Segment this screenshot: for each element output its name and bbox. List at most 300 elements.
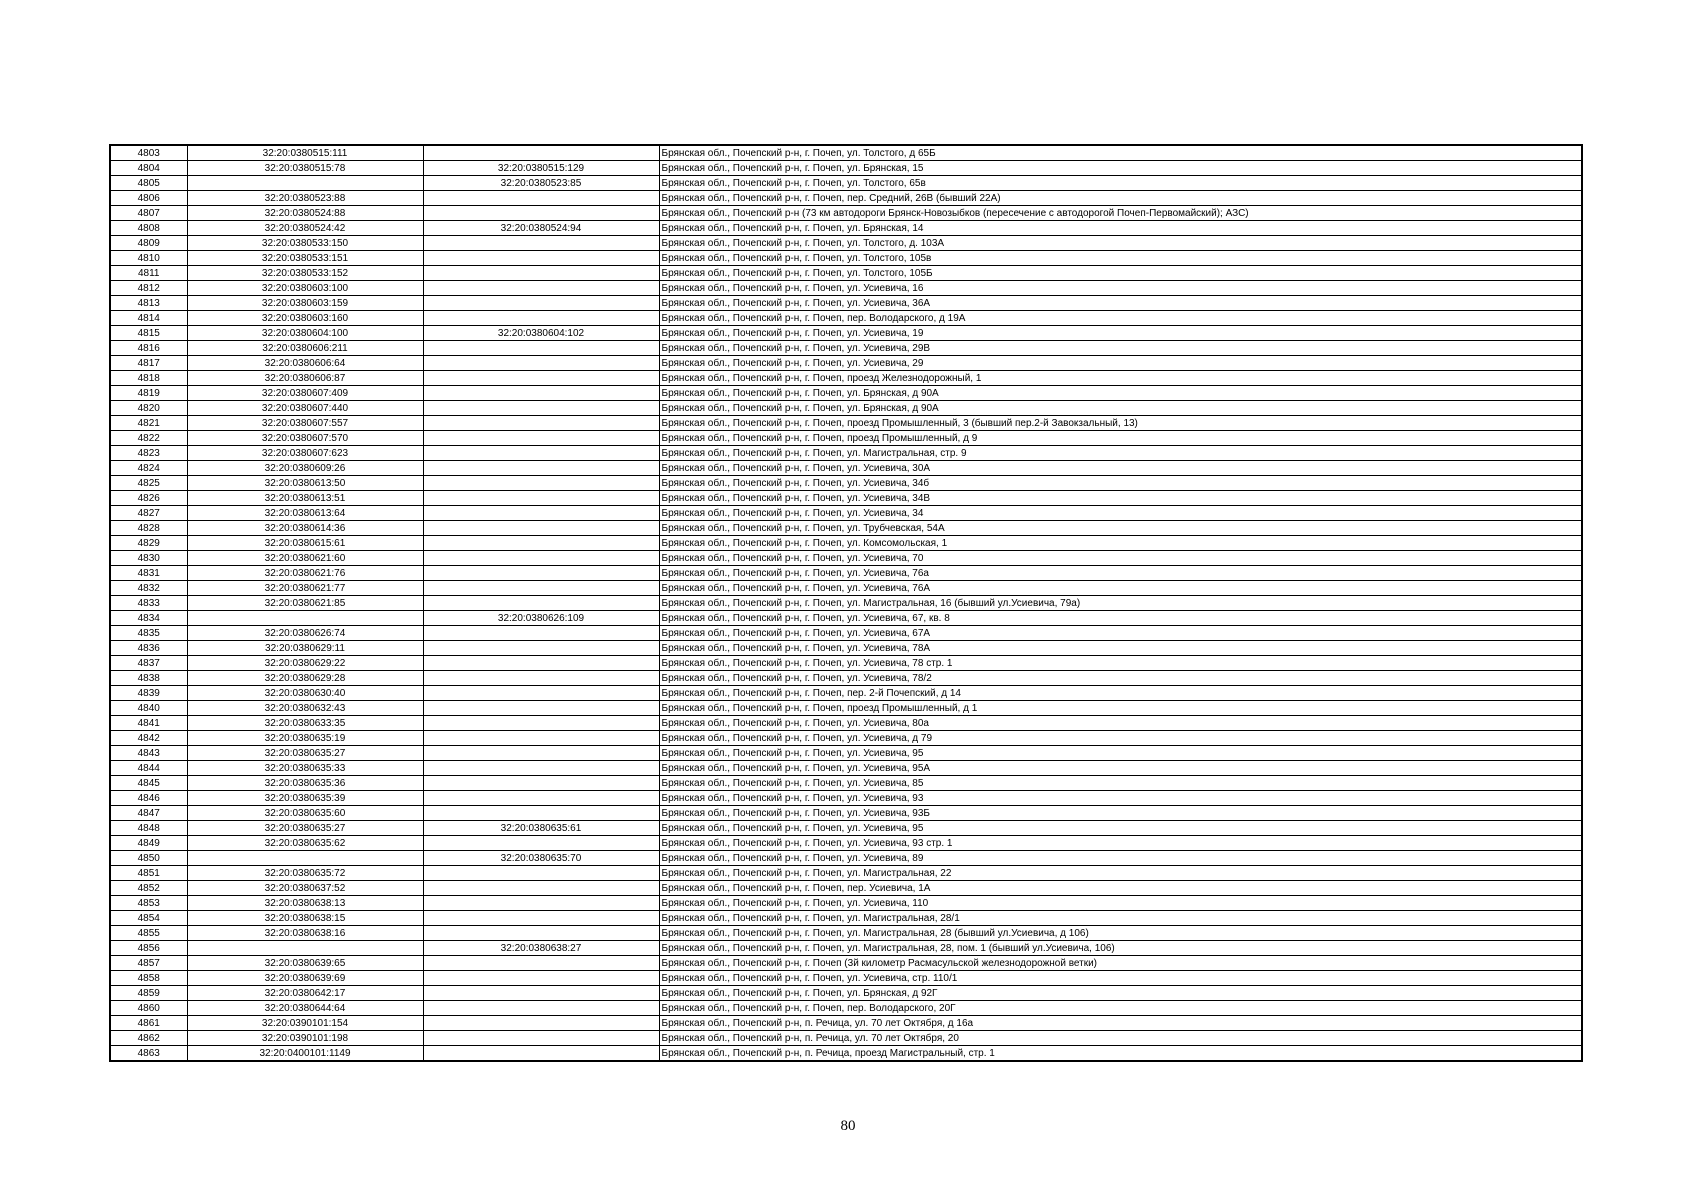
cadastral-number-cell: 32:20:0380629:11 bbox=[187, 641, 423, 656]
cadastral-number-cell: 32:20:0380630:40 bbox=[187, 686, 423, 701]
table-row bbox=[110, 371, 1582, 386]
new-cadastral-number-cell: 32:20:0380515:129 bbox=[423, 161, 659, 176]
table-row bbox=[110, 896, 1582, 911]
new-cadastral-number-cell bbox=[423, 341, 659, 356]
table-row bbox=[110, 911, 1582, 926]
table-row bbox=[110, 236, 1582, 251]
address-cell: Брянская обл., Почепский р-н, г. Почеп, ул. Толстого, д. 103А bbox=[659, 236, 1582, 251]
new-cadastral-number-cell bbox=[423, 671, 659, 686]
table-row bbox=[110, 251, 1582, 266]
address-cell: Брянская обл., Почепский р-н, г. Почеп, ул. Комсомольская, 1 bbox=[659, 536, 1582, 551]
table-row bbox=[110, 596, 1582, 611]
cadastral-number-cell: 32:20:0380607:570 bbox=[187, 431, 423, 446]
table-row bbox=[110, 326, 1582, 341]
new-cadastral-number-cell bbox=[423, 791, 659, 806]
new-cadastral-number-cell bbox=[423, 236, 659, 251]
table-row bbox=[110, 941, 1582, 956]
table-row bbox=[110, 641, 1582, 656]
table-row bbox=[110, 1016, 1582, 1031]
new-cadastral-number-cell bbox=[423, 956, 659, 971]
table-row bbox=[110, 566, 1582, 581]
address-cell: Брянская обл., Почепский р-н, г. Почеп, ул. Усиевича, 89 bbox=[659, 851, 1582, 866]
new-cadastral-number-cell bbox=[423, 731, 659, 746]
address-cell: Брянская обл., Почепский р-н, г. Почеп, пер. Володарского, д 19А bbox=[659, 311, 1582, 326]
cadastral-number-cell: 32:20:0380635:19 bbox=[187, 731, 423, 746]
cadastral-number-cell: 32:20:0380626:74 bbox=[187, 626, 423, 641]
table-row bbox=[110, 671, 1582, 686]
address-cell: Брянская обл., Почепский р-н, г. Почеп, ул. Толстого, 105в bbox=[659, 251, 1582, 266]
new-cadastral-number-cell bbox=[423, 371, 659, 386]
row-number-cell: 4861 bbox=[110, 1016, 187, 1031]
row-number-cell: 4836 bbox=[110, 641, 187, 656]
table-row bbox=[110, 221, 1582, 236]
row-number-cell: 4818 bbox=[110, 371, 187, 386]
row-number-cell: 4841 bbox=[110, 716, 187, 731]
new-cadastral-number-cell bbox=[423, 746, 659, 761]
row-number-cell: 4821 bbox=[110, 416, 187, 431]
address-cell: Брянская обл., Почепский р-н, г. Почеп, ул. Усиевича, 93 стр. 1 bbox=[659, 836, 1582, 851]
row-number-cell: 4811 bbox=[110, 266, 187, 281]
table-row bbox=[110, 521, 1582, 536]
row-number-cell: 4852 bbox=[110, 881, 187, 896]
row-number-cell: 4850 bbox=[110, 851, 187, 866]
row-number-cell: 4843 bbox=[110, 746, 187, 761]
row-number-cell: 4849 bbox=[110, 836, 187, 851]
address-cell: Брянская обл., Почепский р-н, г. Почеп, ул. Усиевича, 80а bbox=[659, 716, 1582, 731]
address-cell: Брянская обл., Почепский р-н (73 км автодороги Брянск-Новозыбков (пересечение с автодорогой Почеп-Первомайский); АЗС) bbox=[659, 206, 1582, 221]
cadastral-number-cell: 32:20:0380607:409 bbox=[187, 386, 423, 401]
cadastral-number-cell: 32:20:0380629:22 bbox=[187, 656, 423, 671]
cadastral-number-cell: 32:20:0380639:69 bbox=[187, 971, 423, 986]
cadastral-number-cell: 32:20:0380642:17 bbox=[187, 986, 423, 1001]
table-row bbox=[110, 476, 1582, 491]
row-number-cell: 4823 bbox=[110, 446, 187, 461]
cadastral-number-cell: 32:20:0380613:51 bbox=[187, 491, 423, 506]
row-number-cell: 4817 bbox=[110, 356, 187, 371]
row-number-cell: 4845 bbox=[110, 776, 187, 791]
address-cell: Брянская обл., Почепский р-н, г. Почеп, пер. Средний, 26В (бывший 22А) bbox=[659, 191, 1582, 206]
table-row bbox=[110, 731, 1582, 746]
row-number-cell: 4835 bbox=[110, 626, 187, 641]
row-number-cell: 4833 bbox=[110, 596, 187, 611]
new-cadastral-number-cell bbox=[423, 761, 659, 776]
cadastral-number-cell: 32:20:0380639:65 bbox=[187, 956, 423, 971]
new-cadastral-number-cell bbox=[423, 896, 659, 911]
address-cell: Брянская обл., Почепский р-н, г. Почеп (3й километр Расмасульской железнодорожной ветки) bbox=[659, 956, 1582, 971]
row-number-cell: 4809 bbox=[110, 236, 187, 251]
address-cell: Брянская обл., Почепский р-н, г. Почеп, ул. Магистральная, стр. 9 bbox=[659, 446, 1582, 461]
new-cadastral-number-cell bbox=[423, 986, 659, 1001]
table-row bbox=[110, 1001, 1582, 1016]
table-row bbox=[110, 461, 1582, 476]
address-cell: Брянская обл., Почепский р-н, г. Почеп, ул. Магистральная, 22 bbox=[659, 866, 1582, 881]
row-number-cell: 4814 bbox=[110, 311, 187, 326]
address-cell: Брянская обл., Почепский р-н, г. Почеп, ул. Магистральная, 28/1 bbox=[659, 911, 1582, 926]
address-cell: Брянская обл., Почепский р-н, г. Почеп, ул. Магистральная, 28, пом. 1 (бывший ул.Усиевича, 106) bbox=[659, 941, 1582, 956]
table-row bbox=[110, 776, 1582, 791]
address-cell: Брянская обл., Почепский р-н, г. Почеп, ул. Брянская, 14 bbox=[659, 221, 1582, 236]
cadastral-number-cell: 32:20:0380614:36 bbox=[187, 521, 423, 536]
new-cadastral-number-cell: 32:20:0380635:61 bbox=[423, 821, 659, 836]
cadastral-number-cell: 32:20:0380635:27 bbox=[187, 821, 423, 836]
row-number-cell: 4831 bbox=[110, 566, 187, 581]
new-cadastral-number-cell bbox=[423, 836, 659, 851]
row-number-cell: 4815 bbox=[110, 326, 187, 341]
cadastral-number-cell: 32:20:0380635:72 bbox=[187, 866, 423, 881]
row-number-cell: 4819 bbox=[110, 386, 187, 401]
row-number-cell: 4813 bbox=[110, 296, 187, 311]
address-cell: Брянская обл., Почепский р-н, г. Почеп, ул. Брянская, д 92Г bbox=[659, 986, 1582, 1001]
new-cadastral-number-cell bbox=[423, 686, 659, 701]
address-cell: Брянская обл., Почепский р-н, г. Почеп, ул. Усиевича, 76А bbox=[659, 581, 1582, 596]
row-number-cell: 4807 bbox=[110, 206, 187, 221]
row-number-cell: 4805 bbox=[110, 176, 187, 191]
cadastral-number-cell bbox=[187, 941, 423, 956]
new-cadastral-number-cell bbox=[423, 881, 659, 896]
table-row bbox=[110, 401, 1582, 416]
address-cell: Брянская обл., Почепский р-н, г. Почеп, ул. Усиевича, стр. 110/1 bbox=[659, 971, 1582, 986]
address-cell: Брянская обл., Почепский р-н, г. Почеп, ул. Усиевича, 29 bbox=[659, 356, 1582, 371]
row-number-cell: 4840 bbox=[110, 701, 187, 716]
address-cell: Брянская обл., Почепский р-н, г. Почеп, ул. Толстого, 65в bbox=[659, 176, 1582, 191]
address-cell: Брянская обл., Почепский р-н, г. Почеп, проезд Железнодорожный, 1 bbox=[659, 371, 1582, 386]
new-cadastral-number-cell bbox=[423, 386, 659, 401]
address-cell: Брянская обл., Почепский р-н, г. Почеп, проезд Промышленный, д 1 bbox=[659, 701, 1582, 716]
new-cadastral-number-cell bbox=[423, 431, 659, 446]
address-cell: Брянская обл., Почепский р-н, г. Почеп, ул. Усиевича, 70 bbox=[659, 551, 1582, 566]
row-number-cell: 4834 bbox=[110, 611, 187, 626]
address-cell: Брянская обл., Почепский р-н, г. Почеп, ул. Усиевича, 29В bbox=[659, 341, 1582, 356]
new-cadastral-number-cell bbox=[423, 566, 659, 581]
address-cell: Брянская обл., Почепский р-н, г. Почеп, проезд Промышленный, д 9 bbox=[659, 431, 1582, 446]
new-cadastral-number-cell bbox=[423, 971, 659, 986]
new-cadastral-number-cell bbox=[423, 296, 659, 311]
new-cadastral-number-cell bbox=[423, 626, 659, 641]
cadastral-number-cell: 32:20:0380607:440 bbox=[187, 401, 423, 416]
table-row bbox=[110, 145, 1582, 161]
table-row bbox=[110, 206, 1582, 221]
address-cell: Брянская обл., Почепский р-н, г. Почеп, проезд Промышленный, 3 (бывший пер.2-й Завокзальный, 13) bbox=[659, 416, 1582, 431]
address-cell: Брянская обл., Почепский р-н, г. Почеп, пер. 2-й Почепский, д 14 bbox=[659, 686, 1582, 701]
new-cadastral-number-cell bbox=[423, 491, 659, 506]
table-row bbox=[110, 1031, 1582, 1046]
row-number-cell: 4858 bbox=[110, 971, 187, 986]
table-row bbox=[110, 761, 1582, 776]
table-row bbox=[110, 341, 1582, 356]
row-number-cell: 4837 bbox=[110, 656, 187, 671]
row-number-cell: 4830 bbox=[110, 551, 187, 566]
cadastral-number-cell: 32:20:0380613:64 bbox=[187, 506, 423, 521]
cadastral-number-cell: 32:20:0380515:78 bbox=[187, 161, 423, 176]
new-cadastral-number-cell bbox=[423, 191, 659, 206]
table-row bbox=[110, 881, 1582, 896]
new-cadastral-number-cell: 32:20:0380635:70 bbox=[423, 851, 659, 866]
cadastral-number-cell: 32:20:0380635:33 bbox=[187, 761, 423, 776]
row-number-cell: 4862 bbox=[110, 1031, 187, 1046]
new-cadastral-number-cell bbox=[423, 311, 659, 326]
address-cell: Брянская обл., Почепский р-н, г. Почеп, ул. Усиевича, 78/2 bbox=[659, 671, 1582, 686]
cadastral-number-cell: 32:20:0380603:159 bbox=[187, 296, 423, 311]
new-cadastral-number-cell: 32:20:0380523:85 bbox=[423, 176, 659, 191]
row-number-cell: 4803 bbox=[110, 145, 187, 161]
cadastral-number-cell: 32:20:0380533:152 bbox=[187, 266, 423, 281]
new-cadastral-number-cell bbox=[423, 776, 659, 791]
cadastral-number-cell: 32:20:0380635:27 bbox=[187, 746, 423, 761]
cadastral-number-cell: 32:20:0380607:557 bbox=[187, 416, 423, 431]
table-row bbox=[110, 611, 1582, 626]
row-number-cell: 4804 bbox=[110, 161, 187, 176]
cadastral-number-cell: 32:20:0380524:88 bbox=[187, 206, 423, 221]
address-cell: Брянская обл., Почепский р-н, г. Почеп, ул. Толстого, 105Б bbox=[659, 266, 1582, 281]
new-cadastral-number-cell bbox=[423, 926, 659, 941]
table-row bbox=[110, 491, 1582, 506]
cadastral-number-cell: 32:20:0380638:15 bbox=[187, 911, 423, 926]
table-row bbox=[110, 356, 1582, 371]
row-number-cell: 4842 bbox=[110, 731, 187, 746]
cadastral-number-cell: 32:20:0380607:623 bbox=[187, 446, 423, 461]
cadastral-number-cell: 32:20:0380615:61 bbox=[187, 536, 423, 551]
cadastral-number-cell: 32:20:0380638:16 bbox=[187, 926, 423, 941]
row-number-cell: 4846 bbox=[110, 791, 187, 806]
cadastral-number-cell: 32:20:0380609:26 bbox=[187, 461, 423, 476]
table-row bbox=[110, 926, 1582, 941]
cadastral-number-cell: 32:20:0380533:151 bbox=[187, 251, 423, 266]
row-number-cell: 4853 bbox=[110, 896, 187, 911]
address-cell: Брянская обл., Почепский р-н, г. Почеп, ул. Брянская, д 90А bbox=[659, 401, 1582, 416]
table-row bbox=[110, 956, 1582, 971]
table-row bbox=[110, 656, 1582, 671]
new-cadastral-number-cell bbox=[423, 461, 659, 476]
new-cadastral-number-cell bbox=[423, 581, 659, 596]
table-row bbox=[110, 176, 1582, 191]
table-row bbox=[110, 791, 1582, 806]
new-cadastral-number-cell bbox=[423, 596, 659, 611]
address-cell: Брянская обл., Почепский р-н, г. Почеп, ул. Усиевича, 110 bbox=[659, 896, 1582, 911]
table-row bbox=[110, 716, 1582, 731]
row-number-cell: 4859 bbox=[110, 986, 187, 1001]
address-cell: Брянская обл., Почепский р-н, п. Речица, проезд Магистральный, стр. 1 bbox=[659, 1046, 1582, 1062]
cadastral-number-cell: 32:20:0380523:88 bbox=[187, 191, 423, 206]
cadastral-number-cell: 32:20:0380629:28 bbox=[187, 671, 423, 686]
table-row bbox=[110, 416, 1582, 431]
cadastral-number-cell: 32:20:0380644:64 bbox=[187, 1001, 423, 1016]
address-cell: Брянская обл., Почепский р-н, п. Речица, ул. 70 лет Октября, 20 bbox=[659, 1031, 1582, 1046]
row-number-cell: 4816 bbox=[110, 341, 187, 356]
address-cell: Брянская обл., Почепский р-н, г. Почеп, ул. Усиевича, 19 bbox=[659, 326, 1582, 341]
address-cell: Брянская обл., Почепский р-н, г. Почеп, ул. Толстого, д 65Б bbox=[659, 145, 1582, 161]
row-number-cell: 4857 bbox=[110, 956, 187, 971]
address-cell: Брянская обл., Почепский р-н, г. Почеп, ул. Усиевича, 93 bbox=[659, 791, 1582, 806]
row-number-cell: 4812 bbox=[110, 281, 187, 296]
cadastral-number-cell: 32:20:0380635:60 bbox=[187, 806, 423, 821]
table-row bbox=[110, 626, 1582, 641]
address-cell: Брянская обл., Почепский р-н, г. Почеп, ул. Усиевича, 93Б bbox=[659, 806, 1582, 821]
cadastral-number-cell: 32:20:0380606:211 bbox=[187, 341, 423, 356]
table-row bbox=[110, 971, 1582, 986]
table-row bbox=[110, 806, 1582, 821]
cadastral-number-cell: 32:20:0380515:111 bbox=[187, 145, 423, 161]
cadastral-number-cell: 32:20:0400101:1149 bbox=[187, 1046, 423, 1062]
address-cell: Брянская обл., Почепский р-н, г. Почеп, ул. Усиевича, 67А bbox=[659, 626, 1582, 641]
cadastral-number-cell: 32:20:0380635:36 bbox=[187, 776, 423, 791]
row-number-cell: 4856 bbox=[110, 941, 187, 956]
cadastral-number-cell: 32:20:0390101:154 bbox=[187, 1016, 423, 1031]
new-cadastral-number-cell bbox=[423, 281, 659, 296]
table-row bbox=[110, 746, 1582, 761]
cadastral-number-cell: 32:20:0380604:100 bbox=[187, 326, 423, 341]
new-cadastral-number-cell bbox=[423, 1016, 659, 1031]
row-number-cell: 4827 bbox=[110, 506, 187, 521]
row-number-cell: 4855 bbox=[110, 926, 187, 941]
row-number-cell: 4839 bbox=[110, 686, 187, 701]
new-cadastral-number-cell: 32:20:0380604:102 bbox=[423, 326, 659, 341]
address-cell: Брянская обл., Почепский р-н, г. Почеп, ул. Усиевича, 95А bbox=[659, 761, 1582, 776]
address-cell: Брянская обл., Почепский р-н, г. Почеп, ул. Усиевича, д 79 bbox=[659, 731, 1582, 746]
table-row bbox=[110, 701, 1582, 716]
cadastral-number-cell: 32:20:0380533:150 bbox=[187, 236, 423, 251]
address-cell: Брянская обл., Почепский р-н, г. Почеп, ул. Усиевича, 95 bbox=[659, 746, 1582, 761]
new-cadastral-number-cell: 32:20:0380626:109 bbox=[423, 611, 659, 626]
new-cadastral-number-cell bbox=[423, 506, 659, 521]
address-cell: Брянская обл., Почепский р-н, г. Почеп, ул. Усиевича, 16 bbox=[659, 281, 1582, 296]
table-row bbox=[110, 161, 1582, 176]
cadastral-number-cell: 32:20:0380603:100 bbox=[187, 281, 423, 296]
table-row bbox=[110, 191, 1582, 206]
cadastral-number-cell: 32:20:0380603:160 bbox=[187, 311, 423, 326]
address-cell: Брянская обл., Почепский р-н, г. Почеп, ул. Магистральная, 16 (бывший ул.Усиевича, 79а) bbox=[659, 596, 1582, 611]
address-cell: Брянская обл., Почепский р-н, г. Почеп, ул. Трубчевская, 54А bbox=[659, 521, 1582, 536]
row-number-cell: 4826 bbox=[110, 491, 187, 506]
new-cadastral-number-cell bbox=[423, 1001, 659, 1016]
new-cadastral-number-cell bbox=[423, 145, 659, 161]
table-row bbox=[110, 1046, 1582, 1062]
address-cell: Брянская обл., Почепский р-н, г. Почеп, ул. Усиевича, 34В bbox=[659, 491, 1582, 506]
table-row bbox=[110, 311, 1582, 326]
new-cadastral-number-cell bbox=[423, 551, 659, 566]
cadastral-number-cell: 32:20:0380621:85 bbox=[187, 596, 423, 611]
address-cell: Брянская обл., Почепский р-н, г. Почеп, ул. Усиевича, 85 bbox=[659, 776, 1582, 791]
row-number-cell: 4851 bbox=[110, 866, 187, 881]
address-cell: Брянская обл., Почепский р-н, г. Почеп, ул. Усиевича, 76а bbox=[659, 566, 1582, 581]
cadastral-number-cell bbox=[187, 851, 423, 866]
new-cadastral-number-cell bbox=[423, 536, 659, 551]
address-cell: Брянская обл., Почепский р-н, г. Почеп, ул. Усиевича, 30А bbox=[659, 461, 1582, 476]
table-row bbox=[110, 866, 1582, 881]
new-cadastral-number-cell bbox=[423, 806, 659, 821]
address-cell: Брянская обл., Почепский р-н, г. Почеп, ул. Брянская, д 90А bbox=[659, 386, 1582, 401]
row-number-cell: 4844 bbox=[110, 761, 187, 776]
new-cadastral-number-cell bbox=[423, 476, 659, 491]
cadastral-number-cell: 32:20:0380524:42 bbox=[187, 221, 423, 236]
row-number-cell: 4829 bbox=[110, 536, 187, 551]
new-cadastral-number-cell bbox=[423, 356, 659, 371]
new-cadastral-number-cell: 32:20:0380638:27 bbox=[423, 941, 659, 956]
table-row bbox=[110, 581, 1582, 596]
cadastral-number-cell: 32:20:0380638:13 bbox=[187, 896, 423, 911]
row-number-cell: 4832 bbox=[110, 581, 187, 596]
new-cadastral-number-cell bbox=[423, 446, 659, 461]
address-cell: Брянская обл., Почепский р-н, г. Почеп, пер. Володарского, 20Г bbox=[659, 1001, 1582, 1016]
row-number-cell: 4825 bbox=[110, 476, 187, 491]
cadastral-number-cell: 32:20:0380632:43 bbox=[187, 701, 423, 716]
new-cadastral-number-cell bbox=[423, 641, 659, 656]
table-row bbox=[110, 446, 1582, 461]
row-number-cell: 4848 bbox=[110, 821, 187, 836]
new-cadastral-number-cell bbox=[423, 266, 659, 281]
cadastral-number-cell: 32:20:0380606:87 bbox=[187, 371, 423, 386]
address-cell: Брянская обл., Почепский р-н, г. Почеп, ул. Магистральная, 28 (бывший ул.Усиевича, д 106) bbox=[659, 926, 1582, 941]
table-row bbox=[110, 821, 1582, 836]
cadastral-number-cell: 32:20:0380613:50 bbox=[187, 476, 423, 491]
table-row bbox=[110, 836, 1582, 851]
cadastral-number-cell: 32:20:0380621:60 bbox=[187, 551, 423, 566]
address-cell: Брянская обл., Почепский р-н, г. Почеп, ул. Усиевича, 67, кв. 8 bbox=[659, 611, 1582, 626]
new-cadastral-number-cell bbox=[423, 1031, 659, 1046]
table-row bbox=[110, 506, 1582, 521]
row-number-cell: 4806 bbox=[110, 191, 187, 206]
cadastral-table bbox=[109, 144, 1583, 1062]
new-cadastral-number-cell bbox=[423, 416, 659, 431]
cadastral-number-cell: 32:20:0380633:35 bbox=[187, 716, 423, 731]
table-row bbox=[110, 386, 1582, 401]
table-row bbox=[110, 431, 1582, 446]
table-row bbox=[110, 536, 1582, 551]
table-body bbox=[110, 145, 1582, 1061]
new-cadastral-number-cell bbox=[423, 206, 659, 221]
new-cadastral-number-cell bbox=[423, 1046, 659, 1062]
new-cadastral-number-cell bbox=[423, 866, 659, 881]
address-cell: Брянская обл., Почепский р-н, г. Почеп, ул. Брянская, 15 bbox=[659, 161, 1582, 176]
cadastral-number-cell bbox=[187, 176, 423, 191]
address-cell: Брянская обл., Почепский р-н, г. Почеп, ул. Усиевича, 78 стр. 1 bbox=[659, 656, 1582, 671]
table-row bbox=[110, 551, 1582, 566]
address-cell: Брянская обл., Почепский р-н, г. Почеп, ул. Усиевича, 34б bbox=[659, 476, 1582, 491]
row-number-cell: 4863 bbox=[110, 1046, 187, 1062]
new-cadastral-number-cell bbox=[423, 701, 659, 716]
cadastral-number-cell: 32:20:0390101:198 bbox=[187, 1031, 423, 1046]
table-row bbox=[110, 266, 1582, 281]
table-row bbox=[110, 851, 1582, 866]
new-cadastral-number-cell bbox=[423, 401, 659, 416]
table-row bbox=[110, 686, 1582, 701]
cadastral-number-cell: 32:20:0380621:76 bbox=[187, 566, 423, 581]
table-row bbox=[110, 296, 1582, 311]
table-row bbox=[110, 986, 1582, 1001]
row-number-cell: 4847 bbox=[110, 806, 187, 821]
new-cadastral-number-cell bbox=[423, 716, 659, 731]
row-number-cell: 4824 bbox=[110, 461, 187, 476]
table-row bbox=[110, 281, 1582, 296]
cadastral-number-cell: 32:20:0380637:52 bbox=[187, 881, 423, 896]
page-number: 80 bbox=[840, 1118, 856, 1134]
new-cadastral-number-cell: 32:20:0380524:94 bbox=[423, 221, 659, 236]
new-cadastral-number-cell bbox=[423, 911, 659, 926]
cadastral-number-cell: 32:20:0380635:62 bbox=[187, 836, 423, 851]
address-cell: Брянская обл., Почепский р-н, п. Речица, ул. 70 лет Октября, д 16а bbox=[659, 1016, 1582, 1031]
address-cell: Брянская обл., Почепский р-н, г. Почеп, ул. Усиевича, 34 bbox=[659, 506, 1582, 521]
new-cadastral-number-cell bbox=[423, 251, 659, 266]
new-cadastral-number-cell bbox=[423, 656, 659, 671]
cadastral-number-cell: 32:20:0380621:77 bbox=[187, 581, 423, 596]
row-number-cell: 4808 bbox=[110, 221, 187, 236]
address-cell: Брянская обл., Почепский р-н, г. Почеп, ул. Усиевича, 78А bbox=[659, 641, 1582, 656]
row-number-cell: 4820 bbox=[110, 401, 187, 416]
row-number-cell: 4828 bbox=[110, 521, 187, 536]
cadastral-number-cell: 32:20:0380635:39 bbox=[187, 791, 423, 806]
row-number-cell: 4854 bbox=[110, 911, 187, 926]
row-number-cell: 4822 bbox=[110, 431, 187, 446]
cadastral-number-cell bbox=[187, 611, 423, 626]
